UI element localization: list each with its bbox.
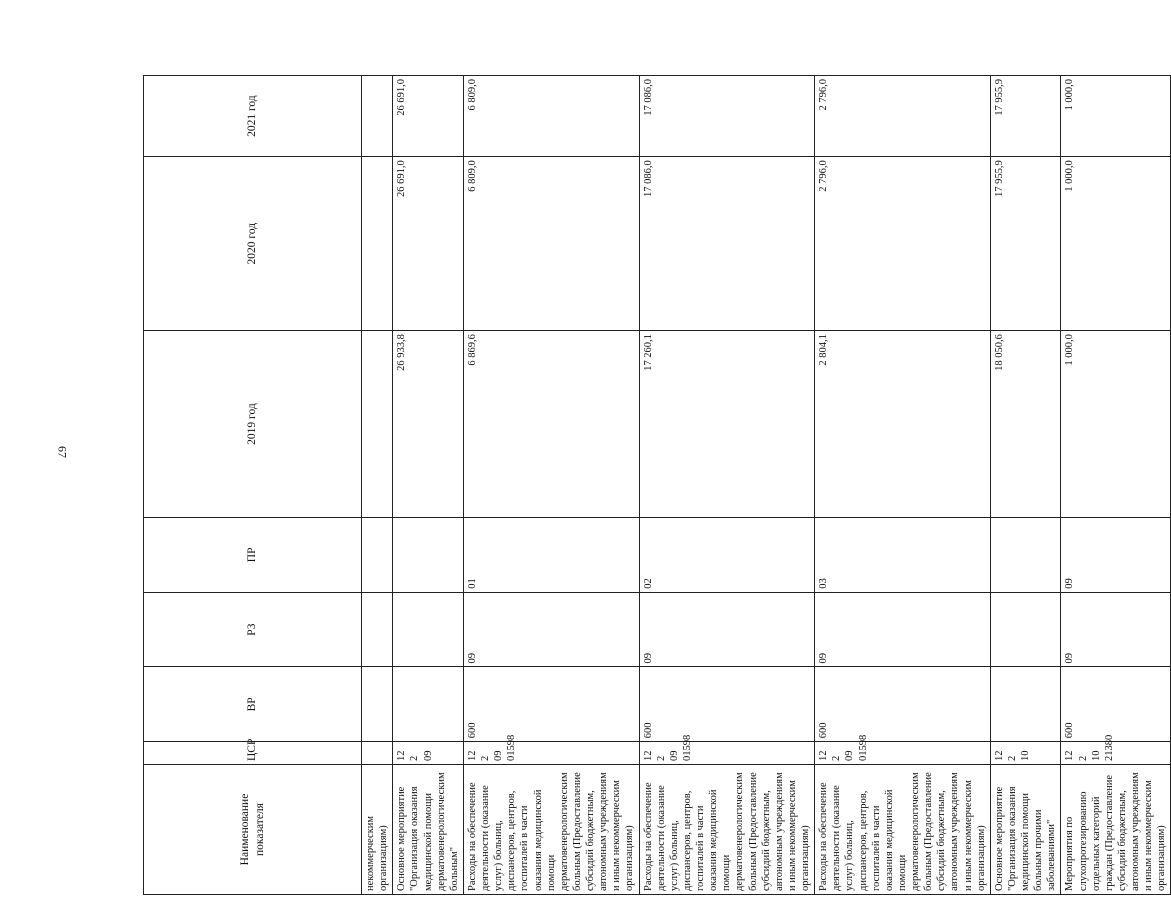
cell-vr: 600 (1061, 667, 1171, 742)
header-name: Наименование показателя (144, 765, 362, 895)
cell-vr: 600 (815, 667, 991, 742)
header-2019: 2019 год (144, 331, 362, 518)
header-rz: РЗ (144, 592, 362, 667)
cell-csr: 12 2 09 01598 (463, 742, 639, 765)
cell-rz: 09 (815, 592, 991, 667)
cell-pr (362, 518, 393, 593)
cell-rz: 09 (463, 592, 639, 667)
page-number: 67 (55, 446, 70, 458)
cell-name: Основное мероприятие "Организация оказания медицинской помощи больным прочими заболеваниями" (990, 765, 1061, 895)
cell-y2019: 18 050,6 (990, 331, 1061, 518)
cell-rz (393, 592, 464, 667)
table-row (990, 76, 1061, 895)
table-row (393, 76, 464, 895)
cell-y2020: 1 000,0 (1061, 157, 1171, 331)
cell-vr (990, 667, 1061, 742)
cell-y2020: 6 809,0 (463, 157, 639, 331)
table-row (463, 76, 639, 895)
cell-csr: 12 2 10 (990, 742, 1061, 765)
header-vr: ВР (144, 667, 362, 742)
table-row (639, 76, 815, 895)
cell-y2021: 26 691,0 (393, 76, 464, 157)
cell-rz (990, 592, 1061, 667)
cell-y2019: 2 804,1 (815, 331, 991, 518)
cell-y2021: 2 796,0 (815, 76, 991, 157)
cell-y2020: 26 691,0 (393, 157, 464, 331)
cell-y2021: 6 809,0 (463, 76, 639, 157)
cell-name: Расходы на обеспечение деятельности (оказание услуг) больниц, диспансеров, центров, госпиталей в части оказания медицинской помощи дерматовенерологическим больным (Предоставление субсидий бюджетным, автономным учреждениям и иным некоммерческим организациям) (815, 765, 991, 895)
cell-name: Мероприятия по слухопротезированию отдельных категорий граждан (Предоставление субсидий бюджетным, автономным учреждениям и иным некоммерческим организациям) (1061, 765, 1171, 895)
cell-y2020: 2 796,0 (815, 157, 991, 331)
cell-name: Расходы на обеспечение деятельности (оказание услуг) больниц, диспансеров, центров, госпиталей в части оказания медицинской помощи дерматовенерологическим больным (Предоставление субсидий бюджетным, автономным учреждениям и иным некоммерческим организациям) (639, 765, 815, 895)
cell-pr: 01 (463, 518, 639, 593)
budget-table-wrapper (143, 75, 1168, 895)
header-2021: 2021 год (144, 76, 362, 157)
cell-rz: 09 (639, 592, 815, 667)
cell-y2021: 17 086,0 (639, 76, 815, 157)
cell-vr (362, 667, 393, 742)
cell-pr (393, 518, 464, 593)
table-row (362, 76, 393, 895)
cell-y2021: 1 000,0 (1061, 76, 1171, 157)
cell-csr: 12 2 09 01598 (639, 742, 815, 765)
cell-vr (393, 667, 464, 742)
cell-name: Расходы на обеспечение деятельности (оказание услуг) больниц, диспансеров, центров, госпиталей в части оказания медицинской помощи дерматовенерологическим больным (Предоставление субсидий бюджетным, автономным учреждениям и иным некоммерческим организациям) (463, 765, 639, 895)
header-2020: 2020 год (144, 157, 362, 331)
cell-y2021: 17 955,9 (990, 76, 1061, 157)
cell-csr: 12 2 10 21380 (1061, 742, 1171, 765)
cell-csr (362, 742, 393, 765)
cell-pr: 09 (1061, 518, 1171, 593)
cell-name: некоммерческим организациям) (362, 765, 393, 895)
header-csr: ЦСР (144, 742, 362, 765)
cell-y2019 (362, 331, 393, 518)
cell-rz: 09 (1061, 592, 1171, 667)
cell-pr: 03 (815, 518, 991, 593)
cell-csr: 12 2 09 01598 (815, 742, 991, 765)
cell-name: Основное мероприятие "Организация оказания медицинской помощи дерматовенерологическим больным" (393, 765, 464, 895)
cell-rz (362, 592, 393, 667)
header-row (144, 76, 362, 895)
cell-y2020: 17 955,9 (990, 157, 1061, 331)
budget-table (143, 75, 1171, 895)
cell-y2020 (362, 157, 393, 331)
cell-y2020: 17 086,0 (639, 157, 815, 331)
cell-y2019: 17 260,1 (639, 331, 815, 518)
cell-vr: 600 (639, 667, 815, 742)
cell-csr: 12 2 09 (393, 742, 464, 765)
table-row (815, 76, 991, 895)
cell-y2019: 26 933,8 (393, 331, 464, 518)
header-pr: ПР (144, 518, 362, 593)
cell-pr: 02 (639, 518, 815, 593)
cell-y2019: 6 869,6 (463, 331, 639, 518)
cell-vr: 600 (463, 667, 639, 742)
cell-pr (990, 518, 1061, 593)
table-row (1061, 76, 1171, 895)
cell-y2021 (362, 76, 393, 157)
cell-y2019: 1 000,0 (1061, 331, 1171, 518)
